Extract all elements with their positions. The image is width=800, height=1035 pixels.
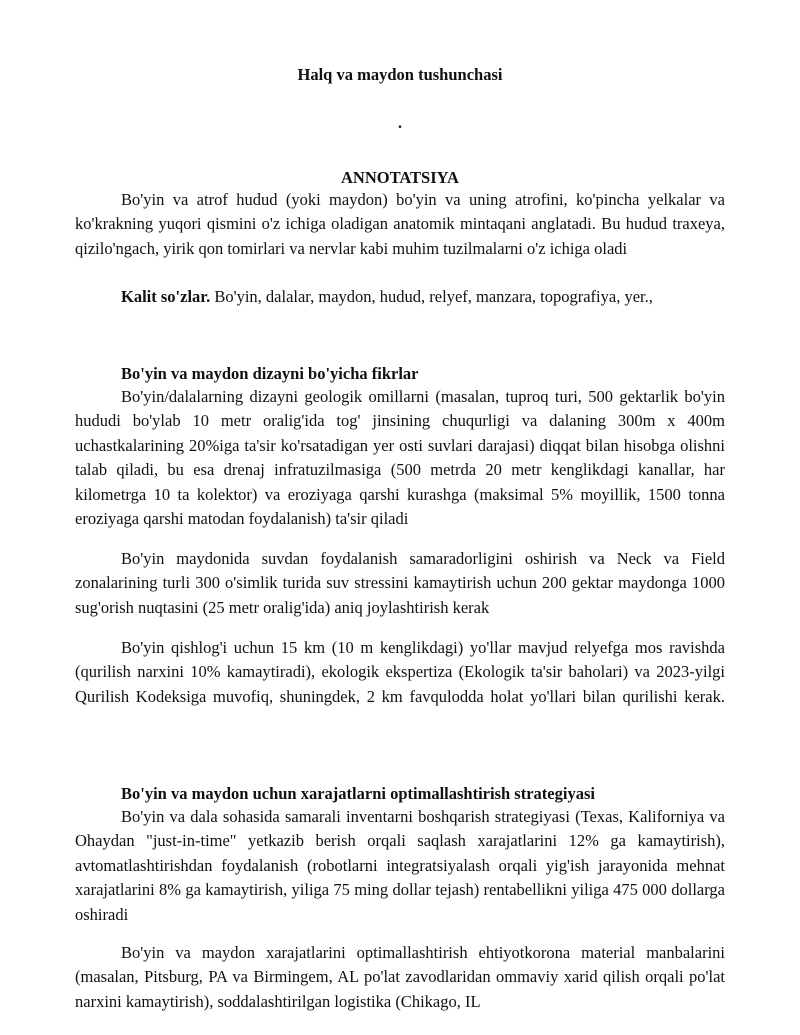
section1-paragraph-3: Bo'yin qishlog'i uchun 15 km (10 m kenglikdagi) yo'llar mavjud relyefga mos ravishda (qurilish narxini 10% kamaytiradi), ekologik ekspertiza (Ekologik ta'sir baholari) va 2023-yilgi Qurilish Kodeksiga muvofiq, shuningdek, 2 km favqulodda holat yo'llari bilan qurilishi kerak. — [75, 638, 725, 706]
section1-paragraph-1: Bo'yin/dalalarning dizayni geologik omillarni (masalan, tuproq turi, 500 gektarlik bo'yin hududi bo'ylab 10 metr oralig'ida tog' jinsining chuqurligi va dalaning 300m x 400m uchastkalarining 20%iga ta'sir ko'rsatadigan yer osti suvlari darajasi) diqqat bilan hisobga olishni talab qiladi, bu esa drenaj infratuzilmasiga (500 metrda 20 metr kenglikdagi kanallar, har kilometrga 10 ta kolektor) va eroziyaga qarshi kurashga (maksimal 5% moyillik, 1500 tonna eroziyaga qarshi matodan foydalanish) ta'sir qiladi — [75, 387, 725, 529]
section1-paragraph-2: Bo'yin maydonida suvdan foydalanish samaradorligini oshirish va Neck va Field zonalarining turli 300 o'simlik turida suv stressini kamaytirish uchun 200 gektar maydonga 1000 sug'orish nuqtasini (25 metr oralig'ida) aniq joylashtirish kerak — [75, 549, 725, 617]
section2-heading: Bo'yin va maydon uchun xarajatlarni optimallashtirish strategiyasi — [121, 784, 595, 803]
title-dot: . — [398, 115, 402, 132]
annotation-heading: ANNOTATSIYA — [341, 168, 459, 187]
document-title: Halq va maydon tushunchasi — [297, 65, 503, 84]
keywords-paragraph — [75, 285, 725, 309]
keywords-text: Bo'yin, dalalar, maydon, hudud, relyef, manzara, topografiya, yer., — [210, 287, 653, 306]
section2-paragraph-1: Bo'yin va dala sohasida samarali inventarni boshqarish strategiyasi (Texas, Kaliforniya va Ohaydan "just-in-time" yetkazib berish orqali saqlash xarajatlarini 12% ga kamaytirish), avtomatlashtirishdan foydalanish (robotlarni integratsiyalash orqali yig'ish jarayonida mehnat xarajatlarini 8% ga kamaytirish, yiliga 75 ming dollar tejash) rentabellikni yiliga 475 000 dollarga oshiradi — [75, 807, 725, 924]
keywords-label: Kalit so'zlar. — [121, 287, 211, 306]
section2-paragraph-2: Bo'yin va maydon xarajatlarini optimallashtirish ehtiyotkorona material manbalarini (masalan, Pitsburg, PA va Birmingem, AL po'lat zavodlaridan ommaviy xarid qilish orqali po'lat narxini kamaytirish), soddalashtirilgan logistika (Chikago, IL — [75, 943, 725, 1011]
section1-heading: Bo'yin va maydon dizayni bo'yicha fikrlar — [121, 364, 419, 383]
annotation-paragraph: Bo'yin va atrof hudud (yoki maydon) bo'yin va uning atrofini, ko'pincha yelkalar va ko'krakning yuqori qismini o'z ichiga oladigan anatomik mintaqani anglatadi. Bu hudud traxeya, qizilo'ngach, yirik qon tomirlari va nervlar kabi muhim tuzilmalarni o'z ichiga oladi — [75, 190, 725, 258]
